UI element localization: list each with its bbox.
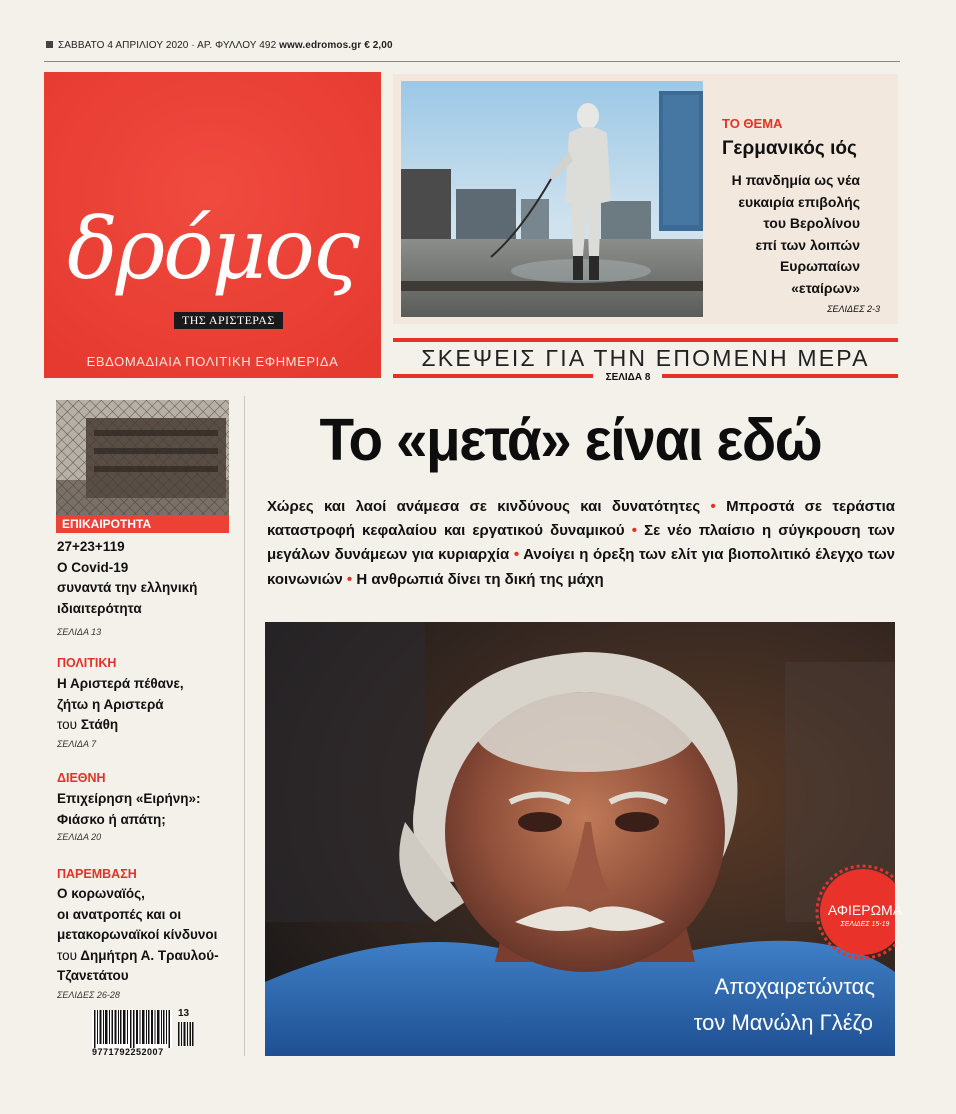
red-bullet-icon: •: [710, 498, 716, 515]
page-ref: ΣΕΛΙΔΑ 20: [57, 832, 102, 842]
deck-item: Χώρες και λαοί ανάμεσα σε κινδύνους και δυνατότητες: [267, 498, 701, 515]
logo: δρόμος: [67, 200, 358, 298]
main-headline[interactable]: Το «μετά» είναι εδώ: [319, 407, 822, 473]
top-story-kicker: ΤΟ ΘΕΜΑ: [722, 116, 783, 131]
banner-rule-right: [662, 374, 898, 378]
date-line: [46, 40, 393, 51]
headline-deck: [267, 495, 895, 592]
banner-text[interactable]: ΣΚΕΨΕΙΣ ΓΙΑ ΤΗΝ ΕΠΟΜΕΝΗ ΜΕΡΑ: [421, 345, 870, 371]
story-line: Ο Covid-19: [57, 559, 129, 575]
fence-photo: [56, 400, 229, 515]
story-line: Φιάσκο ή απάτη;: [57, 811, 166, 827]
story-line: ζήτω η Αριστερά: [57, 696, 164, 712]
deck-item: Σε νέο πλαίσιο η σύγκρουση των μεγάλων δυνάμεων για κυριαρχία: [267, 522, 896, 564]
price: € 2,00: [364, 40, 393, 51]
summary-line: ευκαιρία επιβολής: [738, 193, 860, 210]
summary-line: επί των λοιπών: [755, 236, 860, 253]
sidebar-story-politics[interactable]: [57, 674, 242, 736]
top-rule: [44, 61, 900, 62]
disinfection-worker-photo: [401, 81, 703, 317]
sidebar-kicker: ΠΟΛΙΤΙΚΗ: [57, 656, 117, 670]
banner-rule-left: [393, 374, 593, 378]
sidebar-story-intervention[interactable]: [57, 884, 242, 987]
story-line: ιδιαιτερότητα: [57, 600, 142, 616]
page-ref: ΣΕΛΙΔΕΣ 26-28: [57, 990, 120, 1000]
author-prefix: του: [57, 717, 78, 732]
author-prefix: του: [57, 947, 78, 963]
story-line: Επιχείρηση «Ειρήνη»:: [57, 791, 201, 806]
red-bullet-icon: •: [513, 546, 520, 564]
sidebar-kicker: ΠΑΡΕΜΒΑΣΗ: [57, 867, 137, 881]
summary-line: Η πανδημία ως νέα: [731, 172, 860, 188]
banner-page: ΣΕΛΙΔΑ 8: [605, 372, 651, 383]
masthead: [44, 72, 381, 378]
top-story-pages: ΣΕΛΙΔΕΣ 2-3: [827, 304, 880, 314]
page-ref: ΣΕΛΙΔΑ 13: [57, 627, 102, 637]
author: Δημήτρη Α. Τραυλού-: [80, 947, 219, 963]
red-bullet-icon: •: [631, 522, 638, 540]
photo-caption-line2: τον Μανώλη Γλέζο: [693, 1010, 873, 1035]
tribute-badge-pages: ΣΕΛΙΔΕΣ 15-19: [840, 921, 890, 928]
barcode-number: 9771792252007: [92, 1047, 164, 1057]
logo-subtitle: ΤΗΣ ΑΡΙΣΤΕΡΑΣ: [174, 312, 283, 329]
story-line: 27+23+119: [57, 539, 125, 554]
summary-line: Ευρωπαίων: [779, 258, 860, 274]
photo-caption-line1: Αποχαιρετώντας: [714, 974, 875, 999]
sidebar-story-covid[interactable]: [57, 537, 242, 619]
website-link[interactable]: www.edromos.gr: [279, 40, 362, 51]
author: Στάθη: [80, 717, 119, 732]
deck-item: Η ανθρωπιά δίνει τη δική της μάχη: [356, 570, 604, 588]
sidebar-story-international[interactable]: [57, 789, 242, 830]
story-line: Η Αριστερά πέθανε,: [57, 676, 184, 691]
story-line: Ο κορωναϊός,: [57, 886, 145, 901]
banner-rule-top: [393, 338, 898, 342]
deck-item: Μπροστά σε τεράστια καταστροφή κεφαλαίου και εργατικού δυναμικού: [267, 498, 895, 540]
masthead-tagline: ΕΒΔΟΜΑΔΙΑΙΑ ΠΟΛΙΤΙΚΗ ΕΦΗΜΕΡΙΔΑ: [86, 354, 339, 369]
deck-item: Ανοίγει η όρεξη των ελίτ για βιοπολιτικό έλεγχο των κοινωνιών: [267, 546, 895, 588]
issue-code: 13: [178, 1008, 190, 1019]
summary-line: του Βερολίνου: [763, 215, 860, 231]
issue-date: ΣΑΒΒΑΤΟ 4 ΑΠΡΙΛΙΟΥ 2020 · ΑΡ. ΦΥΛΛΟΥ 492: [58, 40, 277, 51]
tribute-badge-title: ΑΦΙΕΡΩΜΑ: [827, 902, 903, 918]
sidebar-kicker: ΔΙΕΘΝΗ: [57, 771, 106, 785]
story-line: συναντά την ελληνική: [57, 580, 198, 595]
top-story-title[interactable]: Γερμανικός ιός: [722, 138, 857, 159]
summary-line: «εταίρων»: [791, 279, 860, 296]
page-ref: ΣΕΛΙΔΑ 7: [57, 739, 97, 749]
top-story-summary: [716, 170, 860, 299]
red-bullet-icon: •: [346, 570, 353, 588]
author: Τζανετάτου: [57, 968, 129, 983]
sidebar-kicker-current: ΕΠΙΚΑΙΡΟΤΗΤΑ: [62, 517, 152, 531]
story-line: οι ανατροπές και οι: [57, 906, 182, 922]
square-bullet-icon: [46, 41, 53, 48]
story-line: μετακορωναϊκοί κίνδυνοι: [57, 927, 218, 942]
addon-barcode-icon: [178, 1022, 194, 1046]
barcode-icon: [92, 1010, 172, 1048]
